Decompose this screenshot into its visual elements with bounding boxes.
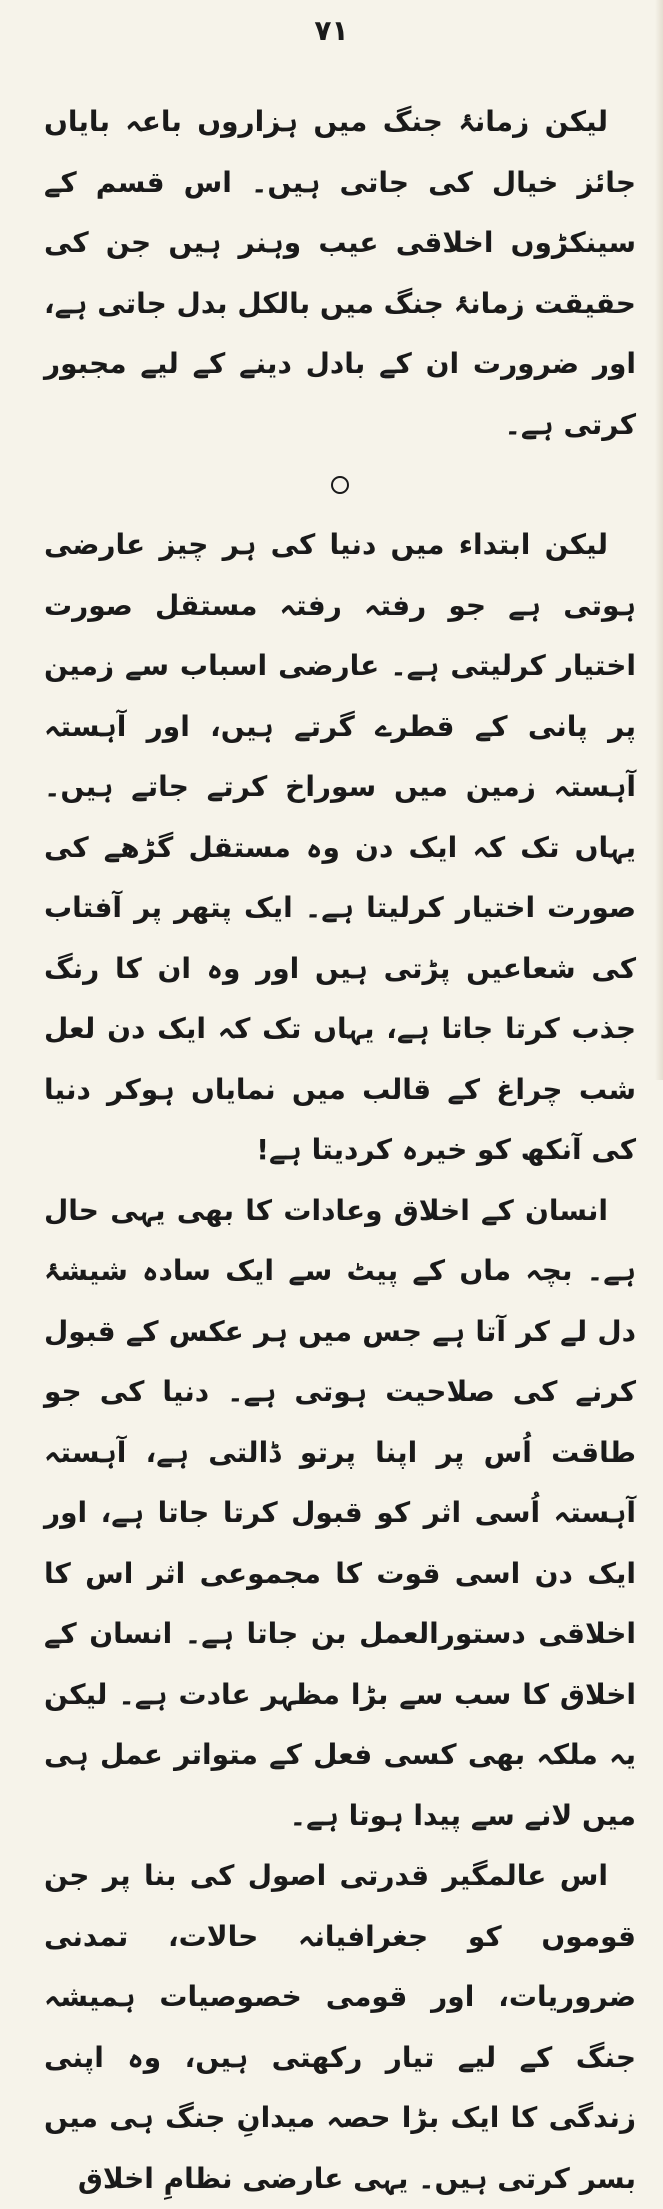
section-separator <box>44 455 636 515</box>
circle-ornament-icon <box>331 476 349 494</box>
page-body <box>44 92 636 2209</box>
paragraph-3: انسان کے اخلاق وعادات کا بھی یہی حال ہے۔ بچہ ماں کے پیٹ سے ایک سادہ شیشۂ دل لے کر آتا ہے جس میں ہر عکس کے قبول کرنے کی صلاحیت ہوتی ہے۔ دنیا کی جو طاقت اُس پر اپنا پرتو ڈالتی ہے، آہستہ آہستہ اُسی اثر کو قبول کرتا جاتا ہے، اور ایک دن اسی قوت کا مجموعی اثر اس کا اخلاقی دستورالعمل بن جاتا ہے۔ انسان کے اخلاق کا سب سے بڑا مظہر عادت ہے۔ لیکن یہ ملکہ بھی کسی فعل کے متواتر عمل ہی میں لانے سے پیدا ہوتا ہے۔ <box>44 1193 636 1832</box>
paragraph-4: اس عالمگیر قدرتی اصول کی بنا پر جن قوموں کو جغرافیانہ حالات، تمدنی ضروریات، اور قومی خصوصیات ہمیشہ جنگ کے لیے تیار رکھتی ہیں، وہ اپنی زندگی کا ایک بڑا حصہ میدانِ جنگ ہی میں بسر کرتی ہیں۔ یہی عارضی نظامِ اخلاق <box>44 1859 636 2195</box>
paragraph-1: لیکن زمانۂ جنگ میں ہزاروں باعہ بایاں جائز خیال کی جاتی ہیں۔ اس قسم کے سینکڑوں اخلاقی عیب وہنر ہیں جن کی حقیقت زمانۂ جنگ میں بالکل بدل جاتی ہے، اور ضرورت ان کے بادل دینے کے لیے مجبور کرتی ہے۔ <box>44 105 636 441</box>
page-number: ۷۱ <box>314 14 349 47</box>
paragraph-2: لیکن ابتداء میں دنیا کی ہر چیز عارضی ہوتی ہے جو رفتہ رفتہ مستقل صورت اختیار کرلیتی ہے۔ عارضی اسباب سے زمین پر پانی کے قطرے گرتے ہیں، اور آہستہ آہستہ زمین میں سوراخ کرتے جاتے ہیں۔ یہاں تک کہ ایک دن وہ مستقل گڑھے کی صورت اختیار کرلیتا ہے۔ ایک پتھر پر آفتاب کی شعاعیں پڑتی ہیں اور وہ ان کا رنگ جذب کرتا جاتا ہے، یہاں تک کہ ایک دن لعل شب چراغ کے قالب میں نمایاں ہوکر دنیا کی آنکھ کو خیرہ کردیتا ہے! <box>44 528 636 1166</box>
page-edge <box>655 0 663 1080</box>
